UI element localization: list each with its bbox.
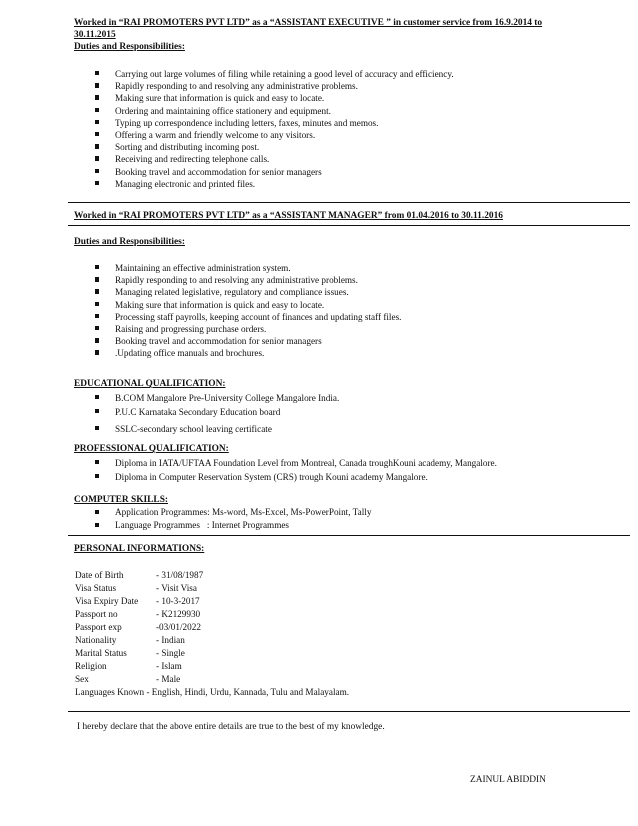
job2-duties-heading: Duties and Responsibilities: (74, 237, 185, 247)
bullet-icon (95, 108, 99, 112)
bullet-icon (95, 71, 99, 75)
bullet-icon (95, 120, 99, 124)
computer-list (74, 506, 371, 532)
bullet-icon (95, 95, 99, 99)
list-item: Carrying out large volumes of filing while retaining a good level of accuracy and efficiency. (74, 68, 454, 80)
personal-info-table (75, 569, 349, 699)
list-item: Rapidly responding to and resolving any administrative problems. (74, 80, 454, 92)
list-item: Application Programmes: Ms-word, Ms-Excel, Ms-PowerPoint, Tally (74, 506, 371, 519)
bullet-icon (95, 395, 99, 399)
computer-heading: COMPUTER SKILLS: (74, 495, 169, 505)
table-row: Sex - Male (75, 674, 181, 684)
list-item: Making sure that information is quick and easy to locate. (74, 299, 401, 311)
table-row: Nationality - Indian (75, 635, 185, 645)
table-row: Marital Status - Single (75, 648, 185, 658)
education-list (74, 391, 339, 436)
list-item: Offering a warm and friendly welcome to any visitors. (74, 129, 454, 141)
professional-list (74, 456, 497, 484)
bullet-icon (95, 474, 99, 478)
bullet-icon (95, 156, 99, 160)
bullet-icon (95, 350, 99, 354)
table-row: Date of Birth - 31/08/1987 (75, 570, 204, 580)
bullet-icon (95, 302, 99, 306)
list-item: Making sure that information is quick and easy to locate. (74, 92, 454, 104)
bullet-icon (95, 326, 99, 330)
declaration-text: I hereby declare that the above entire details are true to the best of my knowledge. (77, 722, 385, 732)
list-item: Managing electronic and printed files. (74, 178, 454, 190)
section-divider (68, 225, 630, 226)
bullet-icon (95, 83, 99, 87)
bullet-icon (95, 523, 99, 527)
job1-title-line2: 30.11.2015 (74, 30, 116, 40)
list-item: Booking travel and accommodation for senior managers (74, 335, 401, 347)
languages-row: Languages Known - English, Hindi, Urdu, Kannada, Tulu and Malayalam. (75, 687, 350, 697)
section-divider (68, 202, 630, 203)
bullet-icon (95, 460, 99, 464)
table-row: Passport no - K2129930 (75, 609, 201, 619)
list-item: Diploma in IATA/UFTAA Foundation Level from Montreal, Canada troughKouni academy, Mangalore. (74, 456, 497, 470)
job1-duties-list (74, 68, 454, 190)
personal-heading: PERSONAL INFORMATIONS: (74, 544, 205, 554)
section-divider (68, 535, 630, 536)
bullet-icon (95, 510, 99, 514)
bullet-icon (95, 426, 99, 430)
table-row: Religion - Islam (75, 661, 182, 671)
list-item: Receiving and redirecting telephone calls. (74, 153, 454, 165)
bullet-icon (95, 277, 99, 281)
bullet-icon (95, 265, 99, 269)
list-item: Ordering and maintaining office stationery and equipment. (74, 105, 454, 117)
professional-heading: PROFESSIONAL QUALIFICATION: (74, 444, 229, 454)
bullet-icon (95, 289, 99, 293)
list-item: Typing up correspondence including letters, faxes, minutes and memos. (74, 117, 454, 129)
education-heading: EDUCATIONAL QUALIFICATION: (74, 379, 226, 389)
bullet-icon (95, 169, 99, 173)
bullet-icon (95, 314, 99, 318)
bullet-icon (95, 181, 99, 185)
bullet-icon (95, 338, 99, 342)
table-row: Visa Expiry Date - 10-3-2017 (75, 596, 200, 606)
list-item: Rapidly responding to and resolving any administrative problems. (74, 274, 401, 286)
section-divider (68, 711, 630, 712)
list-item: Managing related legislative, regulatory and compliance issues. (74, 286, 401, 298)
list-item: Processing staff payrolls, keeping account of finances and updating staff files. (74, 311, 401, 323)
list-item: Raising and progressing purchase orders. (74, 323, 401, 335)
job1-title-line1: Worked in “RAI PROMOTERS PVT LTD” as a “ASSISTANT EXECUTIVE ” in customer service from 16.9.2014 to (74, 18, 543, 28)
job2-duties-list (74, 262, 401, 360)
list-item: .Updating office manuals and brochures. (74, 347, 401, 359)
list-item: P.U.C Karnataka Secondary Education board (74, 405, 339, 419)
list-item: Language Programmes : Internet Programmes (74, 519, 371, 532)
list-item: B.COM Mangalore Pre-University College Mangalore India. (74, 391, 339, 405)
table-row: Passport exp -03/01/2022 (75, 622, 201, 632)
list-item: Booking travel and accommodation for senior managers (74, 166, 454, 178)
list-item: Sorting and distributing incoming post. (74, 141, 454, 153)
list-item: Diploma in Computer Reservation System (CRS) trough Kouni academy Mangalore. (74, 470, 497, 484)
bullet-icon (95, 144, 99, 148)
signature-name: ZAINUL ABIDDIN (470, 775, 546, 785)
job2-title: Worked in “RAI PROMOTERS PVT LTD” as a “ASSISTANT MANAGER” from 01.04.2016 to 30.11.2016 (74, 211, 503, 221)
table-row: Visa Status - Visit Visa (75, 583, 197, 593)
job1-duties-heading: Duties and Responsibilities: (74, 42, 185, 52)
bullet-icon (95, 409, 99, 413)
list-item: SSLC-secondary school leaving certificate (74, 419, 339, 436)
list-item: Maintaining an effective administration system. (74, 262, 401, 274)
bullet-icon (95, 132, 99, 136)
